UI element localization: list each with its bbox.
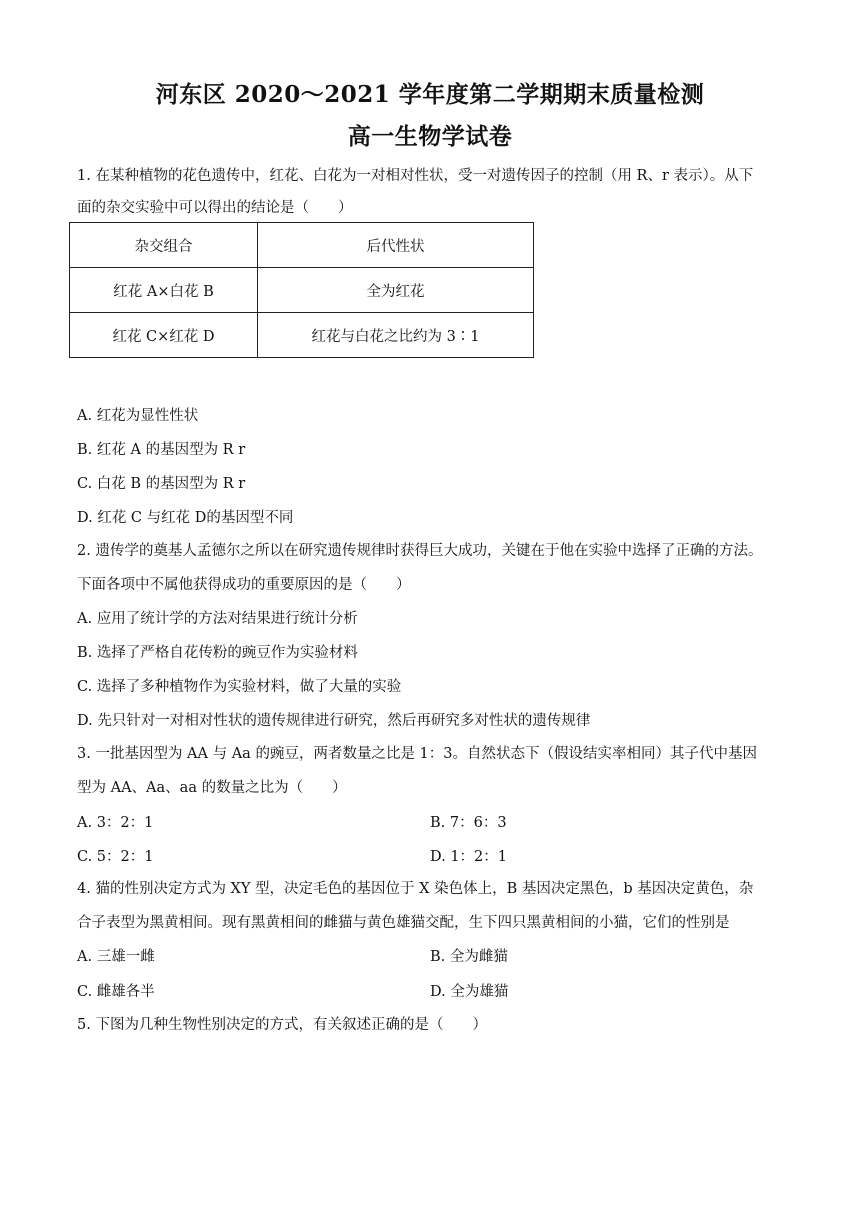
q2-stem-line1: 2. 遗传学的奠基人孟德尔之所以在研究遗传规律时获得巨大成功，关键在于他在实验中选择了正确的方法。 — [77, 543, 763, 559]
q3-stem-line1: 3. 一批基因型为 AA 与 Aa 的豌豆，两者数量之比是 1：3。自然状态下（假设结实率相同）其子代中基因 — [77, 746, 757, 762]
q1-option-a: A. 红花为显性性状 — [77, 408, 199, 424]
cross-table — [69, 222, 534, 358]
table-cell: 红花 A×白花 B — [70, 268, 258, 313]
q4-option-a: A. 三雄一雌 — [77, 949, 155, 965]
q2-option-c: C. 选择了多种植物作为实验材料，做了大量的实验 — [77, 679, 402, 695]
q2-option-d: D. 先只针对一对相对性状的遗传规律进行研究，然后再研究多对性状的遗传规律 — [77, 713, 591, 729]
q4-option-d: D. 全为雄猫 — [430, 984, 509, 1000]
q5-stem-line1: 5. 下图为几种生物性别决定的方式，有关叙述正确的是（ ） — [77, 1017, 487, 1033]
q1-stem-line2: 面的杂交实验中可以得出的结论是（ ） — [77, 200, 353, 216]
table-row — [70, 268, 534, 313]
q4-stem-line2: 合子表型为黑黄相间。现有黑黄相间的雌猫与黄色雄猫交配，生下四只黑黄相间的小猫，它们的性别是 — [77, 915, 730, 931]
table-header-row — [70, 223, 534, 268]
q3-option-b: B. 7：6：3 — [430, 815, 507, 831]
q4-stem-line1: 4. 猫的性别决定方式为 XY 型，决定毛色的基因位于 X 染色体上，B 基因决定黑色，b 基因决定黄色，杂 — [77, 881, 754, 897]
table-cell: 红花 C×红花 D — [70, 313, 258, 358]
q3-option-d: D. 1：2：1 — [430, 849, 508, 865]
table-cell: 全为红花 — [258, 268, 534, 313]
q1-stem-line1: 1. 在某种植物的花色遗传中，红花、白花为一对相对性状，受一对遗传因子的控制（用 R、r 表示）。从下 — [77, 168, 754, 184]
q3-option-c: C. 5：2：1 — [77, 849, 154, 865]
q4-option-c: C. 雌雄各半 — [77, 984, 155, 1000]
q4-option-b: B. 全为雌猫 — [430, 949, 508, 965]
q2-option-b: B. 选择了严格自花传粉的豌豆作为实验材料 — [77, 645, 358, 661]
table-cell: 红花与白花之比约为 3∶1 — [258, 313, 534, 358]
table-header-cell: 杂交组合 — [70, 223, 258, 268]
q3-stem-line2: 型为 AA、Aa、aa 的数量之比为（ ） — [77, 780, 347, 796]
q2-stem-line2: 下面各项中不属他获得成功的重要原因的是（ ） — [77, 577, 411, 593]
q1-option-d: D. 红花 C 与红花 D的基因型不同 — [77, 510, 294, 526]
exam-subtitle: 高一生物学试卷 — [347, 123, 513, 150]
table-header-cell: 后代性状 — [258, 223, 534, 268]
exam-title: 河东区 2020～2021 学年度第二学期期末质量检测 — [155, 81, 705, 108]
q3-option-a: A. 3：2：1 — [77, 815, 154, 831]
q2-option-a: A. 应用了统计学的方法对结果进行统计分析 — [77, 611, 358, 627]
table-row — [70, 313, 534, 358]
q1-option-b: B. 红花 A 的基因型为 R r — [77, 442, 246, 458]
q1-option-c: C. 白花 B 的基因型为 R r — [77, 476, 246, 492]
